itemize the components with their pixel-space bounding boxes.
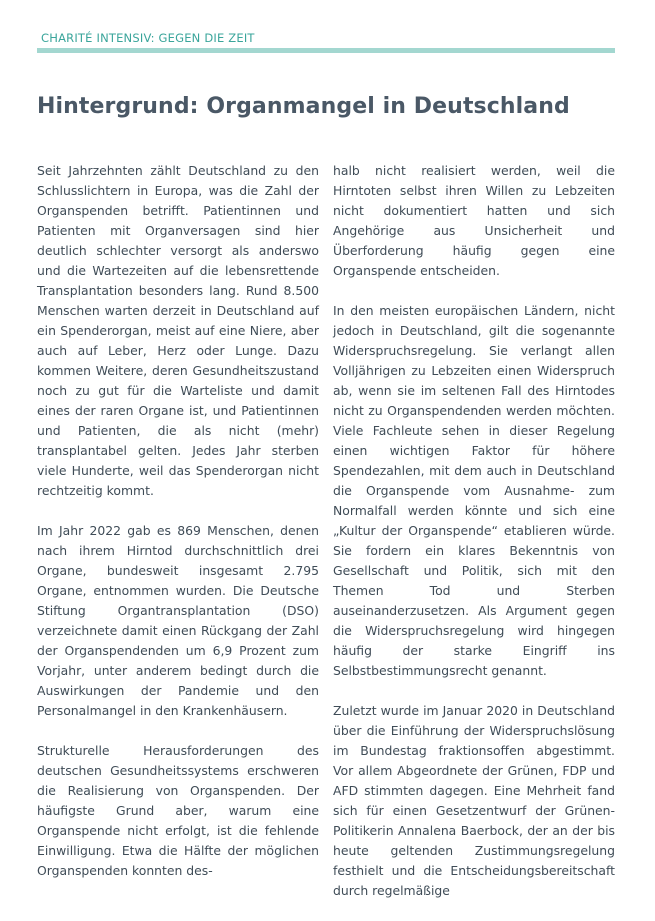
paragraph: Seit Jahrzehnten zählt Deutschland zu den Schlusslichtern in Europa, was die Zahl der Organspenden betrifft. Patientinnen und Patienten mit Organversagen sind hier deutlich schlechter versorgt als anderswo und die Wartezeiten auf die lebensrettende Transplantation besonders lang. Rund 8.500 Menschen warten derzeit in Deutschland auf ein Spenderorgan, meist auf eine Niere, aber auch auf Leber, Herz oder Lunge. Dazu kommen Weitere, deren Gesundheitszustand noch zu gut für die Warteliste und damit eines der raren Organe ist, und Patientinnen und Patienten, die als nicht (mehr) transplantabel gelten. Jedes Jahr sterben viele Hunderte, weil das Spenderorgan nicht rechtzeitig kommt. (37, 163, 319, 498)
paragraph: halb nicht realisiert werden, weil die Hirntoten selbst ihren Willen zu Lebzeiten nicht dokumentiert hatten und sich Angehörige aus Unsicherheit und Überforderung häufig gegen eine Organspende entscheiden. (333, 163, 615, 278)
left-column (37, 161, 319, 901)
paragraph: Zuletzt wurde im Januar 2020 in Deutschland über die Einführung der Widerspruchslösung im Bundestag fraktionsoffen abgestimmt. Vor allem Abgeordnete der Grünen, FDP und AFD stimmten dagegen. Eine Mehrheit fand sich für einen Gesetzentwurf der Grünen-Politikerin Annalena Baerbock, der an der bis heute geltenden Zustimmungsregelung festhielt und die Entscheidungsbereitschaft durch regelmäßige (333, 703, 615, 898)
paragraph: Im Jahr 2022 gab es 869 Menschen, denen nach ihrem Hirntod durchschnittlich drei Organe, bundesweit insgesamt 2.795 Organe, entnommen wurden. Die Deutsche Stiftung Organtransplantation (DSO) verzeichnete damit einen Rückgang der Zahl der Organspendenden um 6,9 Prozent zum Vorjahr, unter anderem bedingt durch die Auswirkungen der Pandemie und den Personalmangel in den Krankenhäusern. (37, 523, 319, 718)
paragraph: Strukturelle Herausforderungen des deutschen Gesundheitssystems erschweren die Realisierung von Organspenden. Der häufigste Grund aber, warum eine Organspende nicht erfolgt, ist die fehlende Einwilligung. Etwa die Hälfte der möglichen Organspenden konnten des- (37, 743, 319, 878)
header-rule (37, 48, 615, 53)
article-title: Hintergrund: Organmangel in Deutschland (37, 94, 570, 119)
running-header: CHARITÉ INTENSIV: GEGEN DIE ZEIT (41, 31, 255, 45)
paragraph: In den meisten europäischen Ländern, nicht jedoch in Deutschland, gilt die sogenannte Widerspruchsregelung. Sie verlangt allen Volljährigen zu Lebzeiten einen Widerspruch ab, wenn sie im seltenen Fall des Hirntodes nicht zu Organspendenden werden möchten. Viele Fachleute sehen in dieser Regelung einen wichtigen Faktor für höhere Spendezahlen, mit dem auch in Deutschland die Organspende vom Ausnahme- zum Normalfall werden könnte und sich eine „Kultur der Organspende“ etablieren würde. Sie fordern ein klares Bekenntnis von Gesellschaft und Politik, sich mit den Themen Tod und Sterben auseinanderzusetzen. Als Argument gegen die Widerspruchsregelung wird hingegen häufig der starke Eingriff ins Selbstbestimmungsrecht genannt. (333, 303, 615, 678)
right-column (333, 161, 615, 921)
